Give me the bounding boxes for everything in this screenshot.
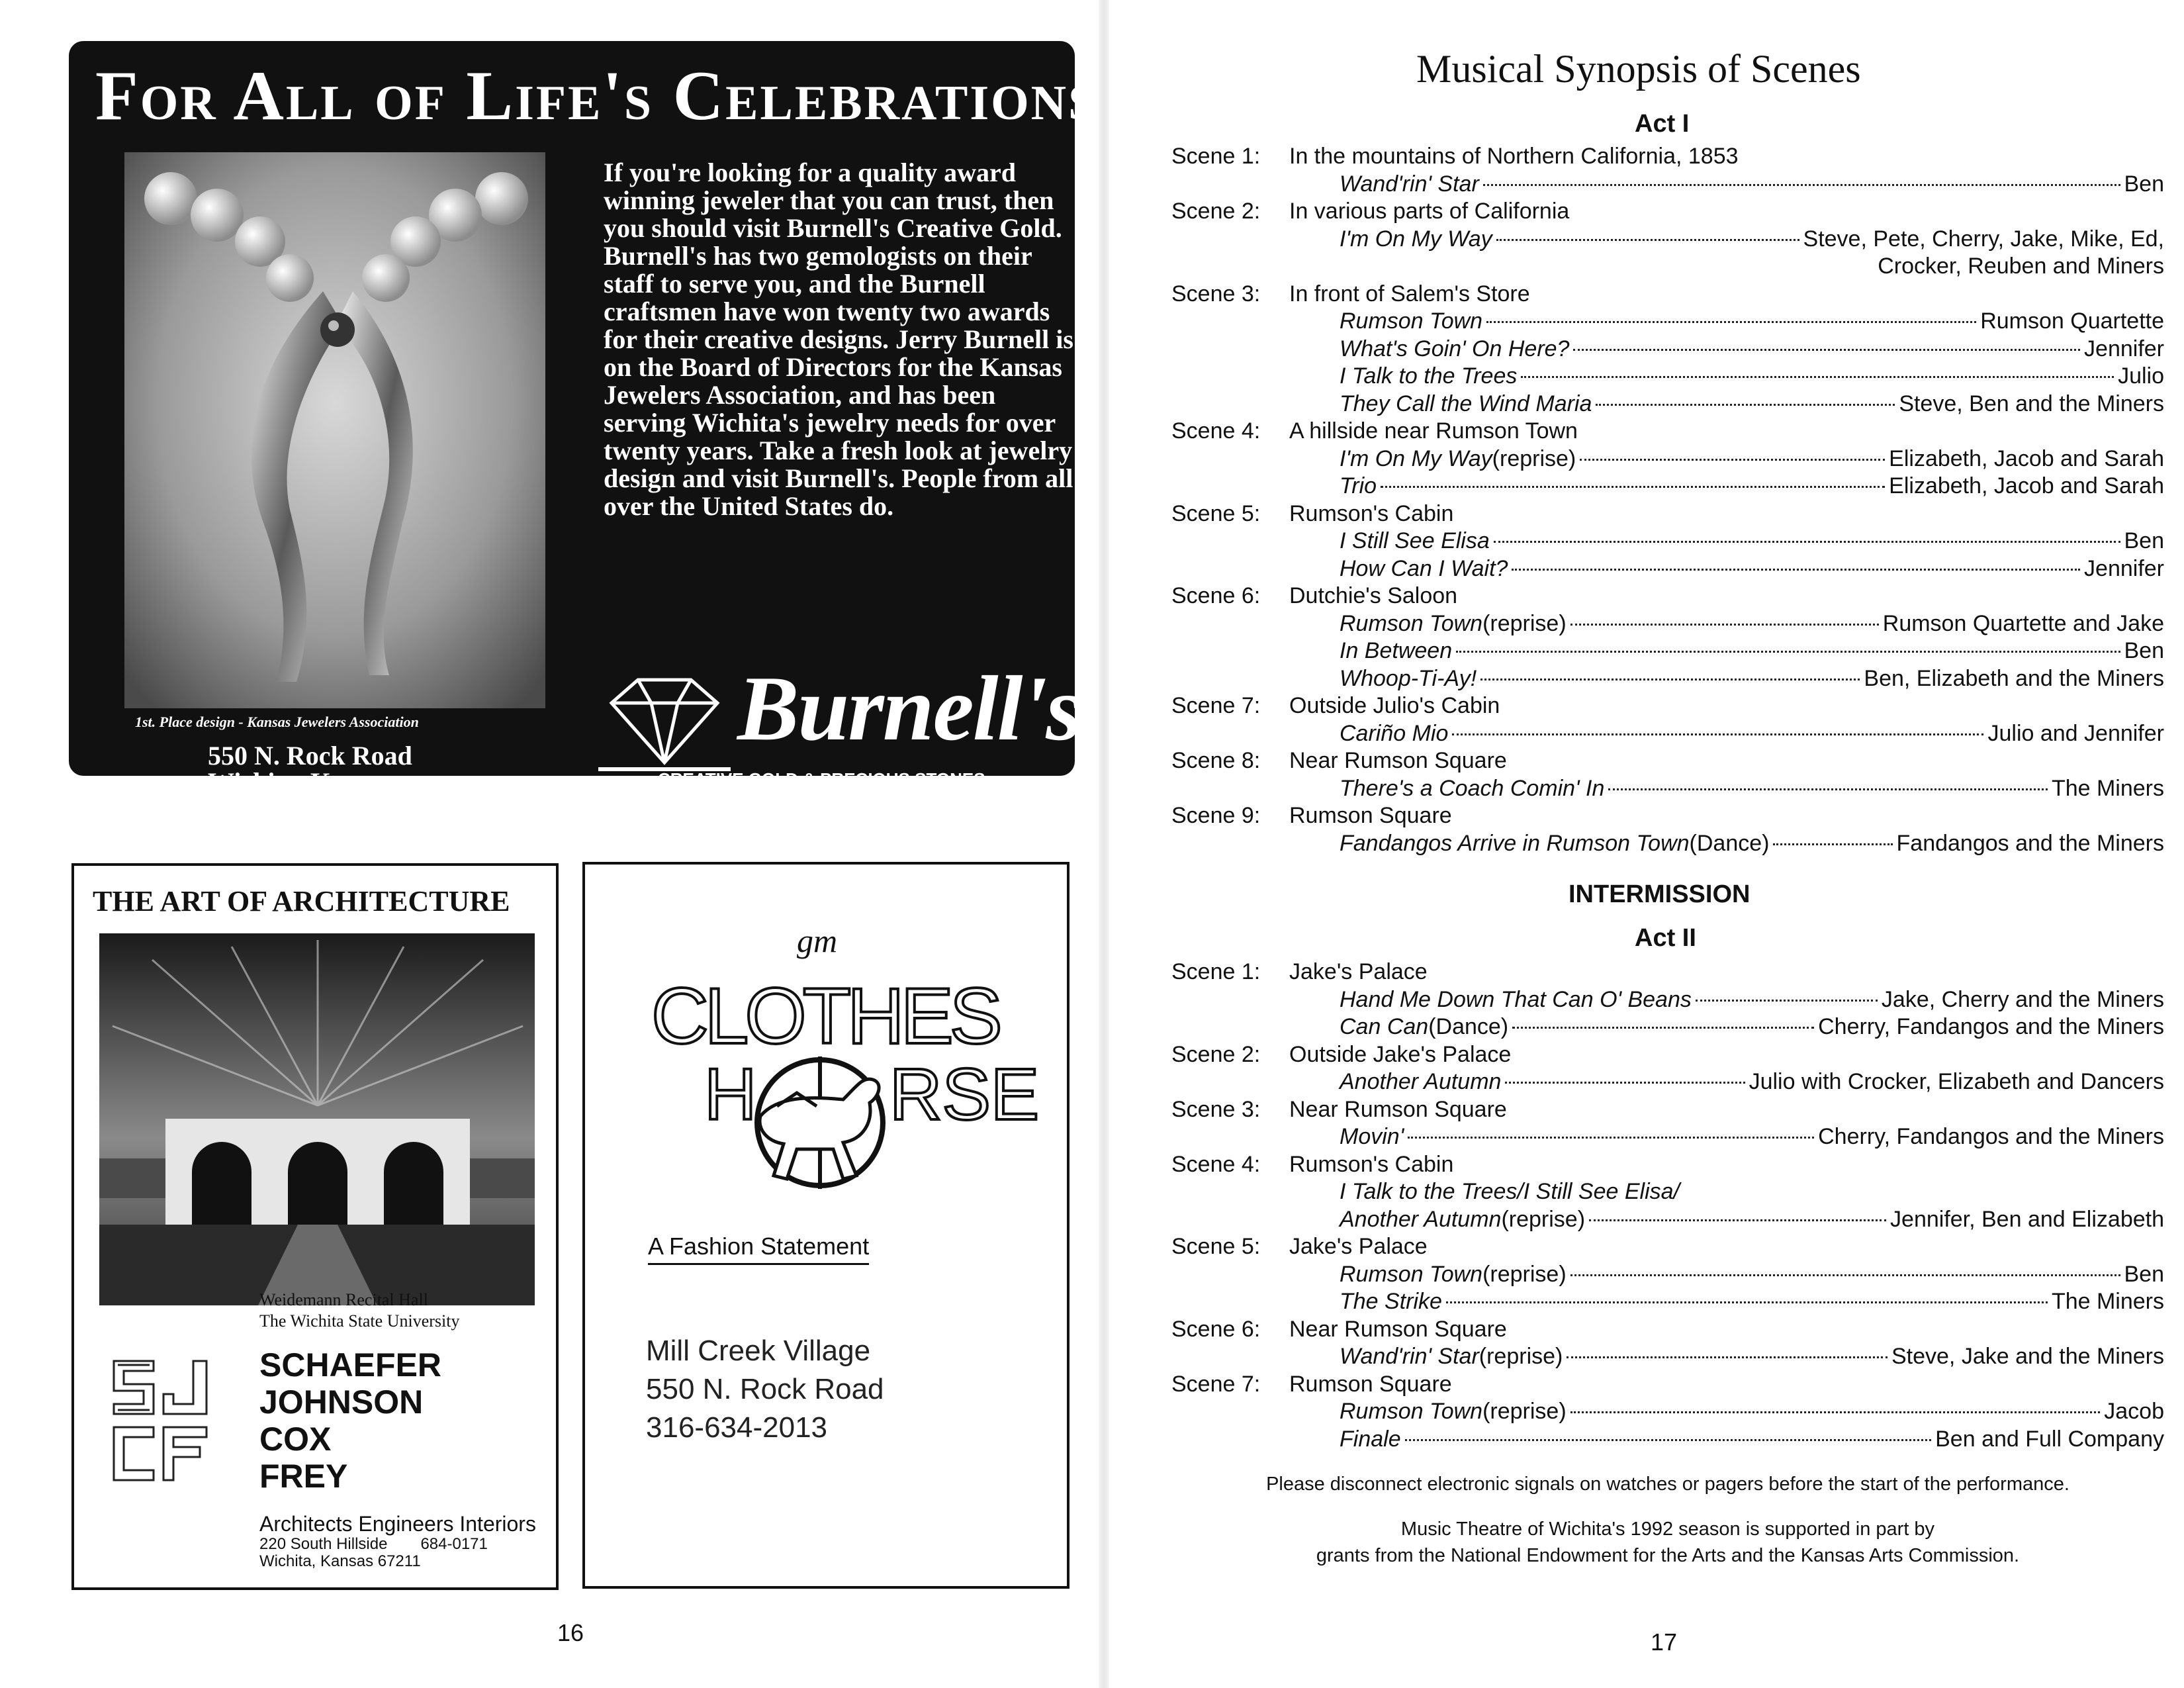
firm-phone: 684-0171 bbox=[420, 1535, 488, 1553]
song-note: (Dance) bbox=[1428, 1014, 1509, 1039]
song-row bbox=[1340, 610, 2164, 637]
dot-leader bbox=[1452, 733, 1983, 735]
scene-label: Scene 1: bbox=[1171, 959, 1261, 984]
song-title: Another Autumn bbox=[1340, 1206, 1502, 1232]
scene-location: Near Rumson Square bbox=[1289, 1096, 1507, 1122]
song-row bbox=[1340, 775, 2164, 802]
song-performers: Jennifer bbox=[2084, 555, 2164, 581]
song-performers: Ben and Full Company bbox=[1935, 1426, 2164, 1452]
gm-monogram: gm bbox=[797, 922, 838, 959]
dot-leader bbox=[1496, 239, 1799, 241]
song-performers: Cherry, Fandangos and the Miners bbox=[1818, 1014, 2164, 1039]
dot-leader bbox=[1405, 1439, 1932, 1441]
address-line: 550 N. Rock Road bbox=[646, 1373, 884, 1405]
song-row bbox=[1340, 1343, 2164, 1370]
song-performers: Ben bbox=[2124, 1261, 2164, 1287]
building-photo bbox=[99, 933, 535, 1305]
dot-leader bbox=[1456, 651, 2120, 653]
act-heading: Act II bbox=[1635, 924, 1696, 952]
address-line: Wichita, Kansas bbox=[208, 767, 393, 797]
ad-tagline: A Fashion Statement bbox=[648, 1233, 869, 1265]
song-note: (reprise) bbox=[1479, 1344, 1563, 1369]
page-gutter bbox=[1099, 0, 1109, 1688]
song-title: Rumson Town bbox=[1340, 1261, 1483, 1287]
song-performers: Steve, Pete, Cherry, Jake, Mike, Ed, bbox=[1803, 226, 2164, 252]
diamond-icon bbox=[598, 670, 731, 776]
address-line: Mill Creek Village bbox=[646, 1335, 871, 1367]
performance-notice: Please disconnect electronic signals on watches or pagers before the start of the performance. bbox=[1266, 1474, 2070, 1495]
logo-line2b: RSE bbox=[889, 1054, 1040, 1135]
dot-leader bbox=[1480, 679, 1860, 680]
song-row bbox=[1340, 473, 2164, 500]
song-row bbox=[1340, 720, 2164, 747]
song-title: Rumson Town bbox=[1340, 308, 1483, 334]
song-title: In Between bbox=[1340, 638, 1453, 663]
caption-line: The Wichita State University bbox=[259, 1311, 460, 1331]
song-note: (reprise) bbox=[1482, 610, 1567, 636]
firm-name: FREY bbox=[259, 1458, 348, 1495]
song-title: Rumson Town bbox=[1340, 1399, 1483, 1424]
song-title: Fandangos Arrive in Rumson Town bbox=[1340, 830, 1690, 856]
song-row bbox=[1340, 226, 2164, 253]
scene-label: Scene 3: bbox=[1171, 281, 1261, 306]
dot-leader bbox=[1773, 843, 1892, 845]
scene-location: Rumson Square bbox=[1289, 1371, 1452, 1397]
scene-label: Scene 7: bbox=[1171, 693, 1261, 718]
song-title: Cariño Mio bbox=[1340, 720, 1449, 746]
song-title: What's Goin' On Here? bbox=[1340, 336, 1570, 361]
scene-label: Scene 2: bbox=[1171, 199, 1261, 224]
song-row bbox=[1340, 1068, 2164, 1096]
dot-leader bbox=[1608, 788, 2048, 790]
scene-location: In front of Salem's Store bbox=[1289, 281, 1530, 306]
scene-label: Scene 3: bbox=[1171, 1096, 1261, 1122]
firm-city: Wichita, Kansas 67211 bbox=[259, 1552, 421, 1570]
song-row bbox=[1340, 1123, 2164, 1150]
photo-caption bbox=[259, 1289, 459, 1332]
ad-body-text: If you're looking for a quality award winning jeweler that you can trust, then you should visit Burnell's Creative Gold. Burnell's has two gemologists on their staff to serve you, and the Burnell craftsmen have won twenty two awards for their creative designs. Jerry Burnell is on the Board of Directors for the Kansas Jewelers Association, and has been serving Wichita's jewelry needs for over twenty years. Take a fresh look at jewelry design and visit Burnell's. People from all over the United States do. bbox=[604, 158, 1073, 521]
song-performers: Jacob bbox=[2104, 1399, 2164, 1424]
firm-name: COX bbox=[259, 1421, 332, 1458]
song-row bbox=[1340, 336, 2164, 363]
scene-location: In the mountains of Northern California, 1853 bbox=[1289, 144, 1739, 169]
song-note: (Dance) bbox=[1689, 830, 1770, 856]
song-performers: Steve, Ben and the Miners bbox=[1899, 391, 2164, 416]
song-row bbox=[1340, 830, 2164, 857]
dot-leader bbox=[1505, 1082, 1745, 1084]
scene-label: Scene 1: bbox=[1171, 144, 1261, 169]
scene-location: Near Rumson Square bbox=[1289, 748, 1507, 773]
dot-leader bbox=[1696, 1000, 1878, 1002]
architecture-ad bbox=[71, 863, 559, 1590]
song-performers: Ben bbox=[2124, 638, 2164, 663]
song-title: There's a Coach Comin' In bbox=[1340, 775, 1605, 801]
song-title: Rumson Town bbox=[1340, 610, 1483, 636]
dot-leader bbox=[1408, 1137, 1814, 1139]
scene-label: Scene 8: bbox=[1171, 748, 1261, 773]
song-row bbox=[1340, 1261, 2164, 1288]
song-performers: Elizabeth, Jacob and Sarah bbox=[1889, 473, 2164, 498]
song-performers: Ben bbox=[2124, 171, 2164, 197]
page-number: 17 bbox=[1651, 1628, 1678, 1656]
song-performers: Cherry, Fandangos and the Miners bbox=[1818, 1124, 2164, 1149]
logo-line2a: H bbox=[704, 1054, 757, 1135]
dot-leader bbox=[1573, 349, 2080, 351]
store-phone: 316-634-2013 bbox=[646, 1411, 828, 1444]
logo-line1: CLOTHES bbox=[651, 972, 999, 1060]
firm-services: Architects Engineers Interiors bbox=[259, 1512, 536, 1536]
song-performers: Jake, Cherry and the Miners bbox=[1881, 986, 2164, 1012]
scene-label: Scene 9: bbox=[1171, 803, 1261, 828]
song-performers: Fandangos and the Miners bbox=[1896, 830, 2164, 856]
song-row bbox=[1340, 555, 2164, 583]
song-title: Whoop-Ti-Ay! bbox=[1340, 665, 1477, 691]
song-title: Wand'rin' Star bbox=[1340, 1344, 1479, 1369]
song-row bbox=[1340, 1013, 2164, 1041]
dot-leader bbox=[1446, 1301, 2048, 1303]
song-row bbox=[1340, 1426, 2164, 1453]
support-line: grants from the National Endowment for the Arts and the Kansas Arts Commission. bbox=[1316, 1545, 2020, 1566]
firm-street: 220 South Hillside bbox=[259, 1535, 388, 1553]
dot-leader bbox=[1512, 1027, 1814, 1029]
dot-leader bbox=[1483, 184, 2120, 186]
burnells-ad bbox=[69, 41, 1098, 797]
song-row bbox=[1340, 171, 2164, 198]
support-line: Music Theatre of Wichita's 1992 season is supported in part by bbox=[1400, 1519, 1935, 1540]
song-title: Movin' bbox=[1340, 1124, 1404, 1149]
song-performers: The Miners bbox=[2051, 775, 2164, 801]
page-title: Musical Synopsis of Scenes bbox=[1416, 47, 1861, 91]
ad-title: THE ART OF ARCHITECTURE bbox=[93, 885, 510, 917]
song-note: (reprise) bbox=[1482, 1261, 1567, 1287]
song-title: The Strike bbox=[1340, 1289, 1442, 1314]
scene-location: In various parts of California bbox=[1289, 199, 1570, 224]
scene-location: Jake's Palace bbox=[1289, 1234, 1428, 1259]
song-title: I Still See Elisa bbox=[1340, 528, 1490, 553]
dot-leader bbox=[1521, 376, 2114, 378]
ad-headline: For All of Life's Celebrations bbox=[95, 57, 1098, 134]
store-address bbox=[646, 1332, 884, 1447]
song-row bbox=[1340, 637, 2164, 665]
page-number: 16 bbox=[557, 1619, 584, 1646]
song-performers: The Miners bbox=[2051, 1289, 2164, 1314]
song-title: They Call the Wind Maria bbox=[1340, 391, 1592, 416]
pendant-photo bbox=[124, 152, 545, 708]
song-title: Finale bbox=[1340, 1426, 1401, 1452]
song-row bbox=[1340, 391, 2164, 418]
song-row bbox=[1340, 1288, 2164, 1315]
song-row bbox=[1340, 1398, 2164, 1425]
dot-leader bbox=[1567, 1356, 1888, 1358]
scene-location: Outside Julio's Cabin bbox=[1289, 693, 1500, 718]
song-note: (reprise) bbox=[1492, 445, 1576, 471]
song-row bbox=[1340, 363, 2164, 390]
song-performers: Julio bbox=[2118, 363, 2164, 389]
scene-label: Scene 4: bbox=[1171, 418, 1261, 444]
scene-label: Scene 5: bbox=[1171, 500, 1261, 526]
photo-caption: 1st. Place design - Kansas Jewelers Association bbox=[135, 714, 419, 730]
scene-location: Rumson Square bbox=[1289, 803, 1452, 828]
song-performers: Jennifer, Ben and Elizabeth bbox=[1890, 1206, 2164, 1232]
firm-names bbox=[259, 1346, 441, 1495]
burnells-logo: Burnell's bbox=[737, 657, 1081, 760]
song-performers: Julio with Crocker, Elizabeth and Dancers bbox=[1749, 1069, 2164, 1094]
song-row bbox=[1340, 986, 2164, 1013]
firm-name: SCHAEFER bbox=[259, 1346, 442, 1383]
dot-leader bbox=[1596, 404, 1895, 406]
dot-leader bbox=[1580, 459, 1885, 461]
scene-location: Near Rumson Square bbox=[1289, 1316, 1507, 1342]
song-note: (reprise) bbox=[1501, 1206, 1586, 1232]
dot-leader bbox=[1512, 569, 2080, 571]
song-row bbox=[1340, 445, 2164, 473]
dot-leader bbox=[1381, 486, 1885, 488]
scene-label: Scene 6: bbox=[1171, 583, 1261, 608]
firm-contact bbox=[259, 1536, 488, 1570]
scene-location: Jake's Palace bbox=[1289, 959, 1428, 984]
scene-location: Outside Jake's Palace bbox=[1289, 1041, 1512, 1067]
dot-leader bbox=[1570, 1274, 2120, 1276]
scene-label: Scene 2: bbox=[1171, 1041, 1261, 1067]
address-line: 550 N. Rock Road bbox=[208, 741, 412, 771]
song-title: Can Can bbox=[1340, 1014, 1429, 1039]
song-title: Another Autumn bbox=[1340, 1069, 1502, 1094]
dot-leader bbox=[1570, 624, 1879, 626]
firm-monogram bbox=[107, 1354, 213, 1487]
clothes-horse-ad bbox=[582, 862, 1069, 1589]
logo-tagline: CREATIVE GOLD & PRECIOUS STONES bbox=[658, 769, 985, 789]
intermission-heading: INTERMISSION bbox=[1569, 880, 1751, 908]
song-title: How Can I Wait? bbox=[1340, 555, 1508, 581]
act-heading: Act I bbox=[1635, 110, 1690, 138]
song-title: I'm On My Way bbox=[1340, 226, 1492, 252]
song-performers: Ben bbox=[2124, 528, 2164, 553]
song-title: I Talk to the Trees/I Still See Elisa/ bbox=[1340, 1179, 1680, 1204]
scene-label: Scene 7: bbox=[1171, 1371, 1261, 1397]
dot-leader bbox=[1486, 321, 1976, 323]
song-note: (reprise) bbox=[1482, 1399, 1567, 1424]
firm-name: JOHNSON bbox=[259, 1383, 424, 1421]
song-performers: Elizabeth, Jacob and Sarah bbox=[1889, 445, 2164, 471]
song-performers: Jennifer bbox=[2084, 336, 2164, 361]
scene-label: Scene 4: bbox=[1171, 1151, 1261, 1177]
scene-location: Rumson's Cabin bbox=[1289, 1151, 1454, 1177]
song-performers: Steve, Jake and the Miners bbox=[1891, 1344, 2164, 1369]
song-row bbox=[1340, 1206, 2164, 1233]
scene-location: Dutchie's Saloon bbox=[1289, 583, 1458, 608]
clothes-horse-logo bbox=[645, 964, 1040, 1202]
scene-location: Rumson's Cabin bbox=[1289, 500, 1454, 526]
song-row bbox=[1340, 665, 2164, 692]
song-performers: Crocker, Reuben and Miners bbox=[1878, 254, 2164, 279]
song-title: Wand'rin' Star bbox=[1340, 171, 1479, 197]
song-row bbox=[1340, 308, 2164, 335]
song-title: Hand Me Down That Can O' Beans bbox=[1340, 986, 1692, 1012]
song-performers: Rumson Quartette and Jake bbox=[1882, 610, 2164, 636]
song-performers: Ben, Elizabeth and the Miners bbox=[1864, 665, 2164, 691]
scene-label: Scene 5: bbox=[1171, 1234, 1261, 1259]
song-title: Trio bbox=[1340, 473, 1377, 498]
dot-leader bbox=[1570, 1411, 2101, 1413]
store-address bbox=[208, 743, 412, 796]
dot-leader bbox=[1494, 541, 2120, 543]
song-performers: Julio and Jennifer bbox=[1987, 720, 2164, 746]
song-title: I'm On My Way bbox=[1340, 445, 1492, 471]
song-title: I Talk to the Trees bbox=[1340, 363, 1518, 389]
caption-line: Weidemann Recital Hall bbox=[259, 1290, 428, 1309]
scene-location: A hillside near Rumson Town bbox=[1289, 418, 1578, 444]
scene-label: Scene 6: bbox=[1171, 1316, 1261, 1342]
dot-leader bbox=[1589, 1219, 1886, 1221]
song-performers: Rumson Quartette bbox=[1980, 308, 2164, 334]
song-row bbox=[1340, 528, 2164, 555]
